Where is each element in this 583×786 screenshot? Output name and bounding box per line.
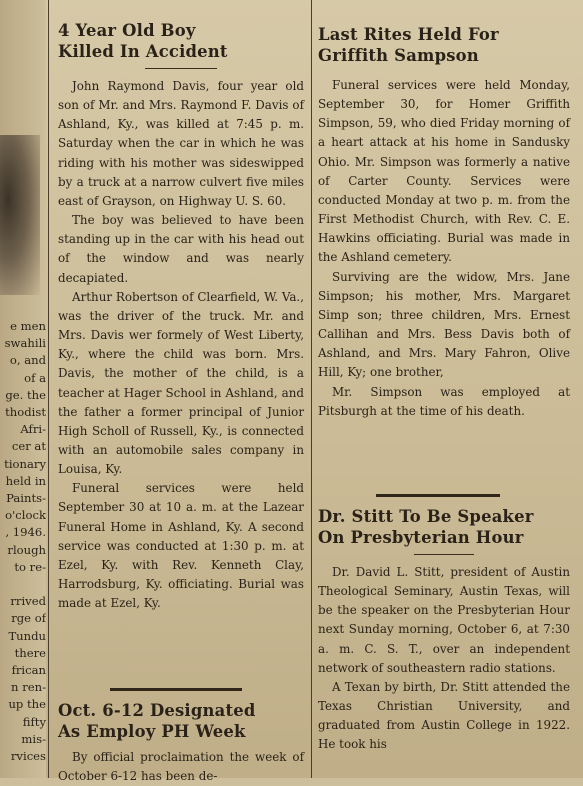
left-fragment-line: rge of [11,611,46,626]
column-rule-left [48,0,49,778]
left-fragment-line: up the [8,697,46,712]
article-dr-stitt [318,506,570,755]
left-fragment-line: ge. the [5,387,46,402]
headline-rule [145,68,217,69]
portrait-photo [0,135,40,295]
left-fragment-line: swahili [4,336,46,351]
headline-griffith-sampson [318,24,570,66]
article-body [58,748,304,786]
left-fragment-line: of a [24,370,46,385]
left-fragment-line: frican [11,663,46,678]
left-fragment-line: held in [5,473,46,488]
left-fragment-line: o'clock [5,508,46,523]
left-fragment-line: thodist [5,405,46,420]
paragraph: Dr. David L. Stitt, president of Austin Theological Seminary, Austin Texas, will be the speaker on the Presbyterian Hour next Sunday morning, October 6, at 7:30 a. m. C. S. T., over an independent network of southeastern radio stations. [318,565,570,675]
paragraph: The boy was believed to have been standing up in the car with his head out of the window and was nearly decapiated. [58,213,304,285]
left-fragment-line: Tundu [8,628,46,643]
headline-dr-stitt [318,506,570,548]
headline-line: On Presbyterian Hour [318,528,524,547]
headline-line: As Employ PH Week [58,722,246,741]
left-fragment-line: Paints- [6,491,46,506]
paragraph: Arthur Robertson of Clearfield, W. Va., was the driver of the truck. Mr. and Mrs. Davis wer formely of West Liberty, Ky., where the child was born. Mrs. Davis, the mother of the child, is a teacher at Hager School in Ashland, and the father a former principal of Junior High Scholl of Russell, Ky., is connected with an automobile sales company in Louisa, Ky. [58,289,304,477]
paragraph: Surviving are the widow, Mrs. Jane Simpson; his mother, Mrs. Margaret Simp son; three children, Mrs. Ernest Callihan and Mrs. Bess Davis both of Ashland, and Mrs. Mary Fahron, Olive Hill, Ky; one brother, [318,269,570,380]
left-fragment-line: rvices [10,749,46,764]
left-fragment-line: Afri- [20,422,46,437]
headline-ph-week [58,700,304,742]
headline-line: Last Rites Held For [318,25,499,44]
paragraph: Funeral services were held September 30 at 10 a. m. at the Lazear Funeral Home in Ashland, Ky. A second service was conducted at 1:30 p. m. at Ezel, Ky. with Rev. Kenneth Clay, Harrodsburg, Ky. officiating. Burial was made at Ezel, Ky. [58,481,304,611]
paragraph: Mr. Simpson was employed at Pitsburgh at the time of his death. [318,384,570,418]
left-fragment-line: tionary [4,456,46,471]
paragraph: Funeral services were held Monday, September 30, for Homer Griffith Simpson, 59, who died Friday morning of a heart attack at his home in Sandusky Ohio. Mr. Simpson was formerly a native of Carter County. Services were conducted Monday at two p. m. from the First Methodist Church, with Rev. C. E. Hawkins officiating. Burial was made in the Ashland cemetery. [318,78,570,265]
article-griffith-sampson [318,24,570,421]
left-fragment-line: mis- [21,731,46,746]
headline-line: Killed In Accident [58,42,228,61]
left-fragment-line: there [14,645,46,660]
headline-boy-killed [58,20,304,62]
left-fragment-line: rlough [7,542,46,557]
article-body [58,77,304,613]
left-column-fragment [0,0,46,778]
article-separator [110,688,242,691]
left-fragment-line: rrived [10,594,46,609]
headline-line: Griffith Sampson [318,46,479,65]
article-body [318,76,570,421]
article-ph-week [58,700,304,786]
headline-line: Dr. Stitt To Be Speaker [318,507,534,526]
left-fragment-line: , 1946. [5,525,46,540]
left-fragment-line: n ren- [11,680,46,695]
left-fragment-line [0,576,46,593]
left-fragment-line: fifty [22,714,46,729]
headline-line: 4 Year Old Boy [58,21,196,40]
article-separator [376,494,500,497]
left-fragment-line: cer at [11,439,46,454]
left-fragment-line: to re- [14,559,46,574]
paragraph: John Raymond Davis, four year old son of Mr. and Mrs. Raymond F. Davis of Ashland, Ky., was killed at 7:45 p. m. Saturday when the car in which he was riding with his mother was sideswipped by a truck at a narrow culvert five miles east of Grayson, on Highway U. S. 60. [58,79,304,208]
headline-rule [414,554,474,555]
paragraph: By official proclaimation the week of October 6-12 has been de- [58,750,304,784]
column-rule-center [311,0,312,778]
article-body [318,563,570,755]
left-fragment-line: e men [10,319,46,333]
left-column-text [0,318,46,765]
headline-line: Oct. 6-12 Designated [58,701,256,720]
left-fragment-line: o, and [9,353,46,368]
article-boy-killed [58,20,304,613]
paragraph: A Texan by birth, Dr. Stitt attended the Texas Christian University, and graduated from Austin College in 1922. He took his [318,679,570,752]
